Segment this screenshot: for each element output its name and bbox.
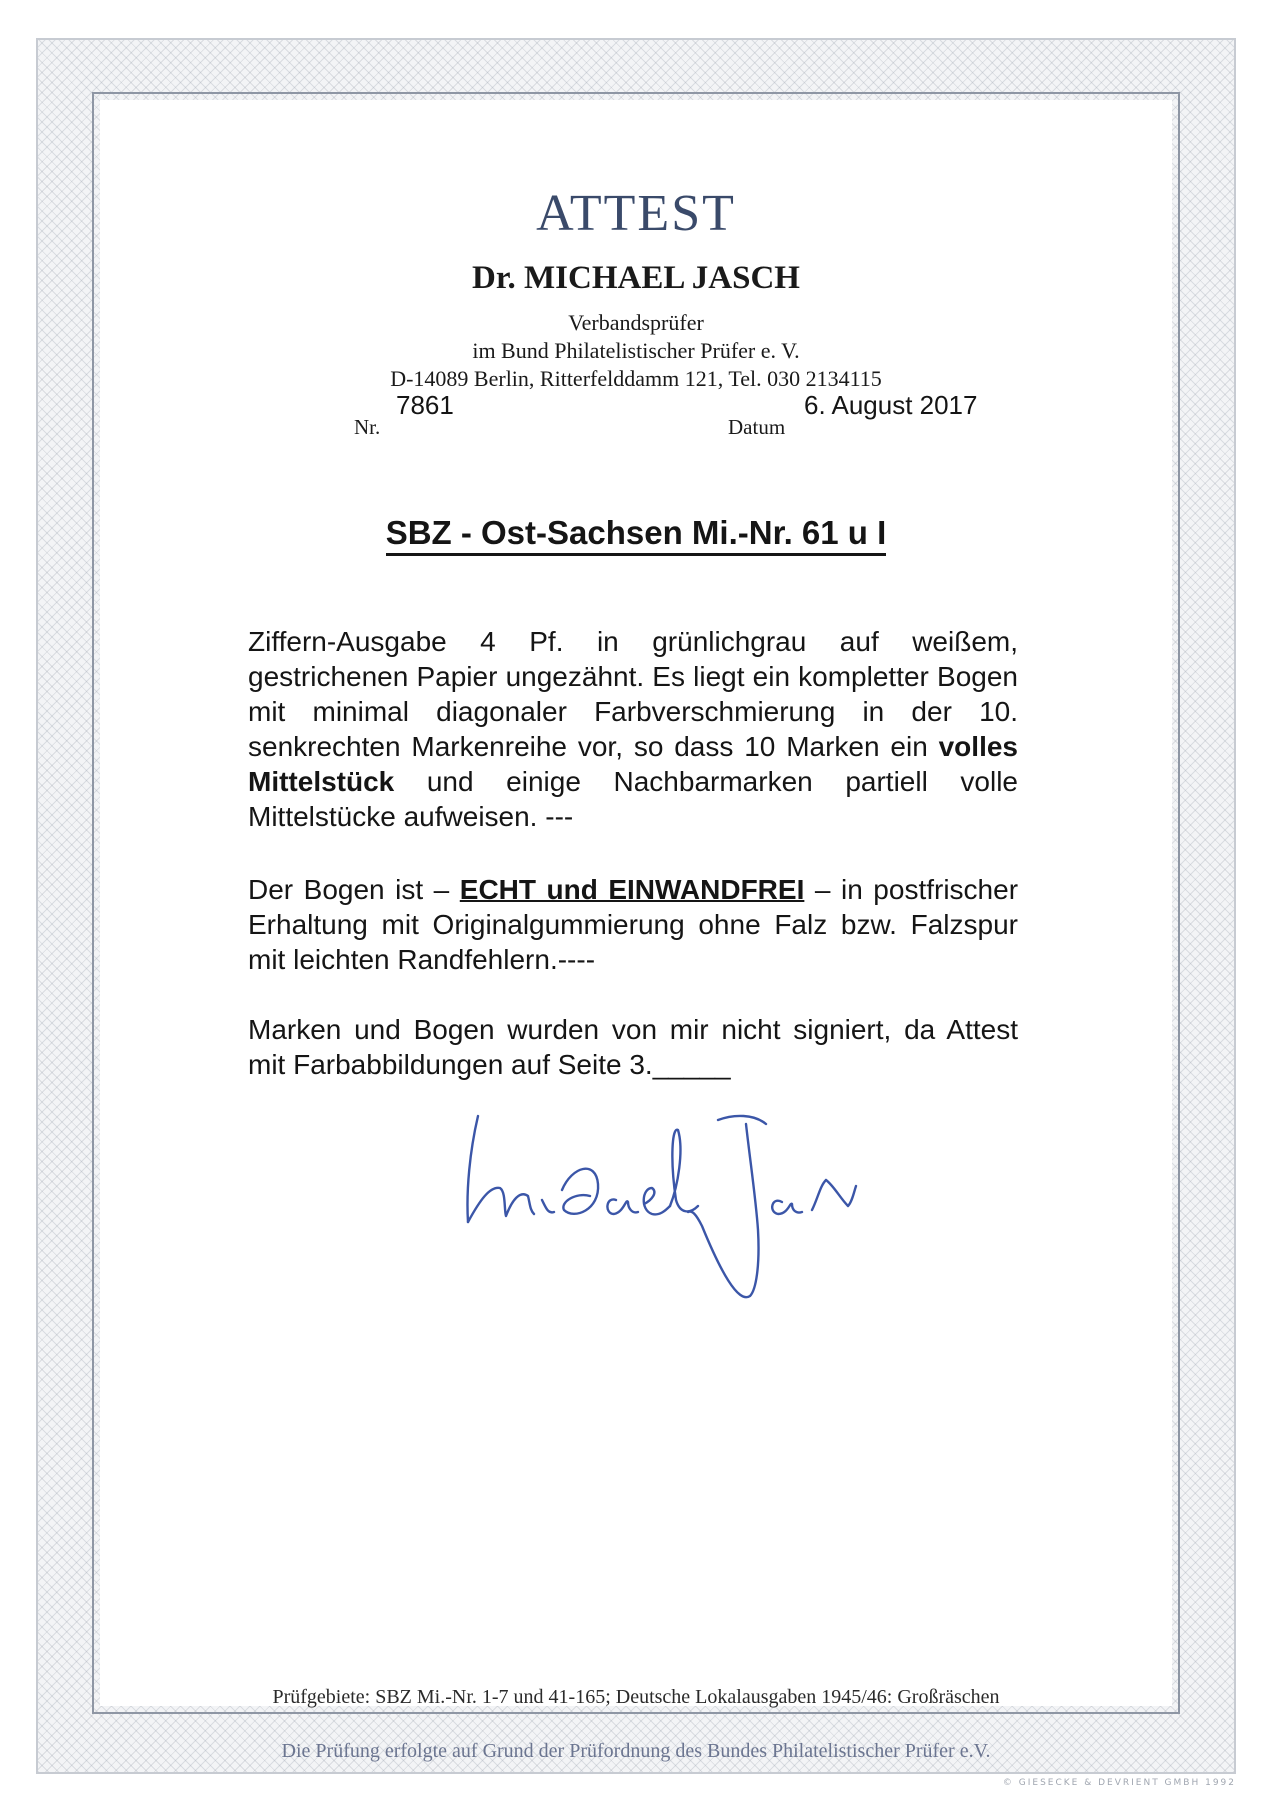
subject-text: SBZ - Ost-Sachsen Mi.-Nr. 61 u I — [386, 514, 887, 556]
para2-text-b: – in postfrischer Erhaltung mit Originalgummierung ohne Falz bzw. Falzspur mit leichten Randfehlern.---- — [248, 874, 1019, 975]
note-paragraph: Marken und Bogen wurden von mir nicht signiert, da Attest mit Farbabbildungen auf Seite 3._____ — [248, 1014, 1018, 1080]
para1-text-b: und einige Nachbarmarken partiell volle Mittelstücke aufweisen. --- — [248, 766, 1018, 832]
para1-text-a: Ziffern-Ausgabe 4 Pf. in grünlichgrau auf weißem, gestrichenen Papier ungezähnt. Es liegt ein kompletter Bogen mit minimal diagonaler Farbverschmierung in der 10. senkrechten Markenreihe vor, so dass 10 Marken ein — [248, 626, 1018, 762]
footer-test-areas: Prüfgebiete: SBZ Mi.-Nr. 1-7 und 41-165; Deutsche Lokalausgaben 1945/46: Großräschen — [272, 1686, 1000, 1708]
description-paragraph — [248, 624, 1018, 834]
para1-bold: volles Mittelstück — [248, 731, 1018, 797]
certificate-title: ATTEST — [536, 185, 736, 242]
verdict-paragraph — [248, 872, 1018, 977]
examiner-address: D-14089 Berlin, Ritterfelddamm 121, Tel. 030 2134115 — [390, 366, 882, 391]
examiner-role: Verbandsprüfer — [568, 310, 704, 335]
verdict-bold: ECHT und EINWANDFREI — [459, 874, 805, 905]
certificate-date: 6. August 2017 — [804, 390, 978, 420]
nr-label: Nr. — [354, 415, 381, 439]
para2-text-a: Der Bogen ist – — [248, 874, 450, 905]
certificate-content — [100, 100, 1172, 1762]
printer-mark: © GIESECKE & DEVRIENT GMBH 1992 — [1002, 1778, 1236, 1788]
certificate-number: 7861 — [396, 390, 454, 420]
examiner-association: im Bund Philatelistischer Prüfer e. V. — [472, 338, 800, 363]
signature-image — [456, 1090, 876, 1310]
examiner-name: Dr. MICHAEL JASCH — [472, 260, 800, 296]
datum-label: Datum — [728, 415, 786, 439]
footer-regulation-note: Die Prüfung erfolgte auf Grund der Prüfordnung des Bundes Philatelistischer Prüfer e.V. — [281, 1740, 991, 1762]
certificate-subject — [100, 514, 1172, 552]
